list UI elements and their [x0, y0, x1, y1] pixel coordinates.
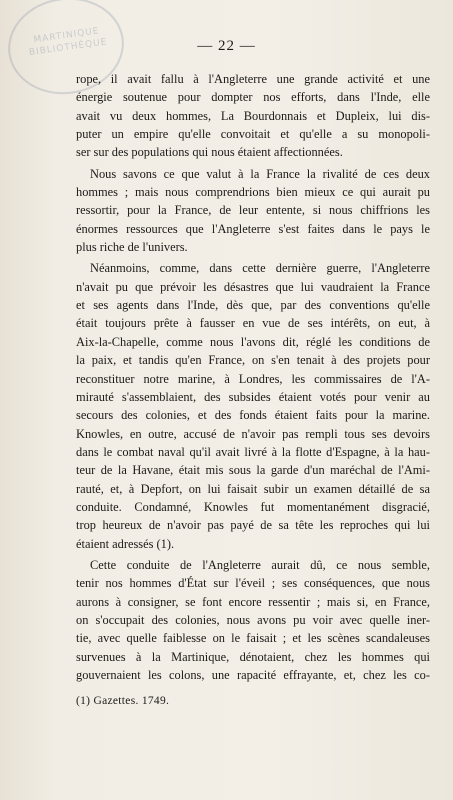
text-line: tenir nos hommes d'État sur l'éveil ; ses conséquences, que nous — [76, 576, 430, 591]
body-text — [76, 70, 430, 687]
page-number: — 22 — — [197, 38, 256, 54]
paragraph-3 — [76, 259, 430, 553]
footnote: (1) Gazettes. 1749. — [76, 695, 170, 707]
text-line: était toujours prête à fausser en vue de ses intérêts, on eut, à — [76, 316, 430, 331]
text-line: Knowles, en outre, accusé de n'avoir pas rempli tous ses devoirs — [76, 426, 430, 441]
text-line: énormes ressources que l'Angleterre s'est faites dans le pays le — [76, 221, 430, 236]
text-line: avait vu deux hommes, La Bourdonnais et Dupleix, lui dis- — [76, 108, 430, 123]
text-line: conduite. Condamné, Knowles fut momentanément disgracié, — [76, 499, 430, 514]
text-line: ressortir, pour la France, de leur entente, si nous chiffrions les — [76, 203, 430, 218]
paragraph-1 — [76, 70, 430, 162]
text-line: survenues à la Martinique, dénotaient, chez les hommes qui — [76, 649, 430, 664]
text-line: Aix-la-Chapelle, comme nous l'avons dit, réglé les conditions de — [76, 334, 430, 349]
text-line: puter un empire qu'elle convoitait et qu'elle a su monopoli- — [76, 127, 430, 142]
stamp-text: MARTINIQUE BIBLIOTHÈQUE — [28, 26, 109, 59]
text-line: énergie soutenue pour dompter nos efforts, dans l'Inde, elle — [76, 90, 430, 105]
text-line: teur de la Havane, était mis sous la garde d'un maréchal de l'Ami- — [76, 463, 430, 478]
paragraph-2 — [76, 165, 430, 257]
text-line: plus riche de l'univers. — [76, 240, 188, 255]
text-line: tie, avec quelle faiblesse on le faisait ; et les scènes scandaleuses — [76, 631, 430, 646]
text-line: on s'occupait des colonies, nous avons pu voir avec quelle iner- — [76, 612, 430, 627]
text-line: mirauté s'assemblaient, des subsides étaient votés pour venir au — [76, 389, 430, 404]
text-line: trop heureux de n'avoir pas payé de sa tête les reproches qui lui — [76, 518, 430, 533]
text-line: et ses agents dans l'Inde, dès que, par des conventions qu'elle — [76, 298, 430, 313]
text-line: étaient adressés (1). — [76, 536, 175, 551]
text-line: Cette conduite de l'Angleterre aurait dû, ce nous semble, — [90, 557, 430, 572]
text-line: dans le combat naval qu'il avait livré à la flotte d'Espagne, à la hau- — [76, 444, 430, 459]
text-line: secours des colonies, et des fonds étaient faits pour la marine. — [76, 408, 430, 423]
text-line: Nous savons ce que valut à la France la rivalité de ces deux — [90, 166, 430, 181]
text-line: hommes ; mais nous comprendrions bien mieux ce qui aurait pu — [76, 185, 430, 200]
text-line: Néanmoins, comme, dans cette dernière guerre, l'Angleterre — [90, 261, 430, 276]
text-line: la paix, et tandis qu'en France, on s'en tenait à des projets pour — [76, 353, 430, 368]
paragraph-4 — [76, 556, 430, 684]
text-line: rope, il avait fallu à l'Angleterre une grande activité et une — [76, 72, 430, 86]
text-line: gouvernaient les colons, une rapacité effrayante, et, chez les co- — [76, 668, 430, 682]
text-line: rauté, et, à Depfort, on lui faisait subir un examen détaillé de sa — [76, 481, 430, 496]
text-line: n'avait pu que prévoir les désastres que lui vaudraient la France — [76, 279, 430, 294]
text-line: aurons à consigner, se font encore ressentir ; mais si, en France, — [76, 594, 430, 609]
text-line: reconstituer notre marine, à Londres, les commissaires de l'A- — [76, 371, 430, 386]
text-line: ser sur des populations qui nous étaient affectionnées. — [76, 145, 343, 160]
